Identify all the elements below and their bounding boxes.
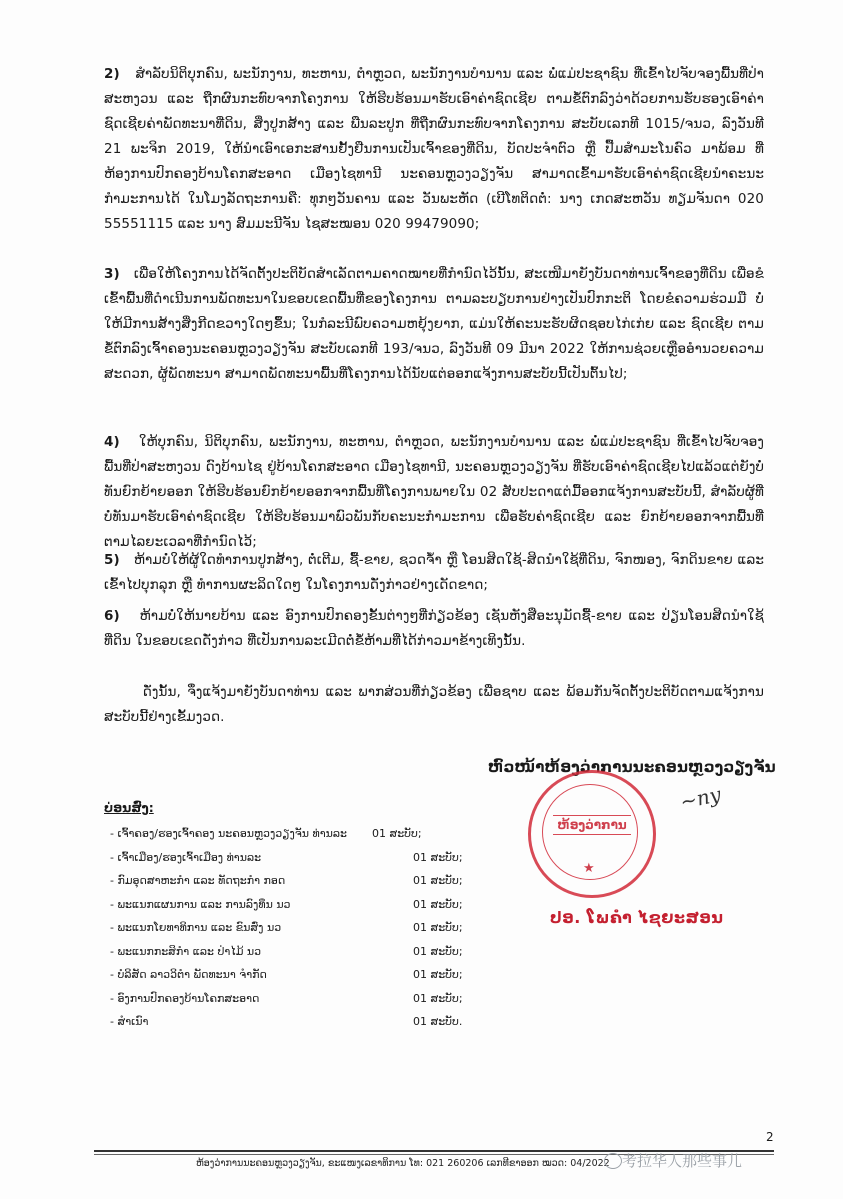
cc-quantity: 01 ສະບັບ; [372, 827, 422, 840]
list-item [110, 1015, 490, 1039]
list-item [110, 992, 490, 1016]
cc-quantity: 01 ສະບັບ; [413, 921, 463, 934]
paragraph-text: ຫ້າມບໍ່ໃຫ້ນາຍບ້ານ ແລະ ອົງການປົກຄອງຂັ້ນຕ່າງໆທີ່ກ່ຽວຂ້ອງ ເຊັນຫັງສືອະນຸມັດຊື້-ຂາຍ ແລະ ປ່ຽນໂອນສິດນຳໃຊ້ທີ່ດິນ ໃນຂອບເຂດດັ່ງກ່າວ ທີ່ເປັນການລະເມີດຕໍ່ຂໍ້ຫ້າມທີ່ໄດ້ກ່າວມາຂ້າງເທິງນັ້ນ. [104, 608, 764, 649]
watermark-text: 考拉华人那些事儿 [622, 1152, 743, 1170]
cc-quantity: 01 ສະບັບ; [413, 968, 463, 981]
cc-quantity: 01 ສະບັບ; [413, 897, 463, 911]
paragraph-text: ໃຫ້ບຸກຄົນ, ນິຕິບຸກຄົນ, ພະນັກງານ, ທະຫານ, ຕຳຫຼວດ, ພະນັກງານບຳນານ ແລະ ພໍ່ແມ່ປະຊາຊົນ ທີ່ເຂົ້າໄປຈັບຈອງພື້ນທີ່ປ່າສະຫງວນ ດົງບ້ານໄຊ ຢູ່ບ້ານໂຄກສະອາດ ເມືອງໄຊທານີ, ນະຄອນຫຼວງວຽງຈັນ ທີ່ຮັບເອົາຄ່າຊົດເຊີຍໄປແລ້ວແຕ່ຍັງບໍ່ທັນຍົກຍ້າຍອອກ ໃຫ້ຮີບຮ້ອນຍົກຍ້າຍອອກຈາກພື້ນທີ່ໂຄງການພາຍໃນ 02 ສັບປະດາແຕ່ມື້ອອກແຈ້ງການສະບັບນີ້, ສຳລັບຜູ້ທີ່ບໍ່ທັນມາຮັບເອົາຄ່າຊົດເຊີຍ ໃຫ້ຮີບຮ້ອນມາພົວພັນກັບຄະນະກຳມະການ ເພື່ອຮັບຄ່າຊົດເຊີຍ ແລະ ຍົກຍ້າຍອອກຈາກພື້ນທີ່ ຕາມໄລຍະເວລາທີ່ກຳນົດໄວ້; [104, 434, 764, 550]
cc-recipient: - ເຈົ້າຄອງ/ຮອງເຈົ້າຄອງ ນະຄອນຫຼວງວຽງຈັນ ທ່ານລະ [110, 827, 347, 840]
signer-name: ປອ. ໂພຄຳ ໄຊຍະສອນ [550, 908, 724, 927]
wechat-icon [604, 1153, 622, 1169]
footer-text: ຫ້ອງວ່າການນະຄອນຫຼວງວຽງຈັນ, ຂະແໜງເລຂາທິການ ໂທ: 021 260206 ເລກທີຂາອອກ ໝວດ: 04/2022 [196, 1158, 610, 1169]
cc-list [110, 827, 490, 1039]
paragraph-2 [104, 62, 764, 237]
paragraph-number: 6) [104, 608, 120, 624]
list-item [110, 921, 490, 945]
cc-quantity: 01 ສະບັບ; [413, 944, 463, 958]
cc-quantity: 01 ສະບັບ. [413, 1015, 463, 1028]
signer-title: ຫົວໜ້າຫ້ອງວ່າການນະຄອນຫຼວງວຽງຈັນ [488, 758, 776, 776]
paragraph-number: 4) [104, 434, 120, 450]
cc-recipient: - ບໍລິສັດ ລາວວິຕຳ ພັດທະນາ ຈຳກັດ [110, 968, 267, 981]
closing-paragraph [104, 680, 764, 730]
cc-quantity: 01 ສະບັບ; [413, 991, 463, 1005]
list-item [110, 851, 490, 875]
cc-recipient: - ພະແນກກະສິກຳ ແລະ ປ່າໄມ້ ນວ [110, 944, 262, 958]
list-item [110, 827, 490, 851]
paragraph-text: ສຳລັບນິຕິບຸກຄົນ, ພະນັກງານ, ທະຫານ, ຕຳຫຼວດ, ພະນັກງານບຳນານ ແລະ ພໍ່ແມ່ປະຊາຊົນ ທີ່ເຂົ້າໄປຈັບຈອງພື້ນທີ່ປ່າສະຫງວນ ແລະ ຖືກຜົນກະທົບຈາກໂຄງການ ໃຫ້ຮີບຮ້ອນມາຮັບເອົາຄ່າຊົດເຊີຍ ຕາມຂໍ້ຕົກລົງວ່າດ້ວຍການຮັບຮອງເອົາຄ່າຊົດເຊີຍຄ່າພັດທະນາທີ່ດິນ, ສິ່ງປູກສ້າງ ແລະ ພືນລະປູກ ທີ່ຖືກຜົນກະທົບຈາກໂຄງການ ສະບັບເລກທີ 1015/ຈນວ, ລົງວັນທີ 21 ພະຈິກ 2019, ໃຫ້ນຳເອົາເອກະສານຢັ້ງຢືນການເປັນເຈົ້າຂອງທີ່ດິນ, ບັດປະຈຳຕົວ ຫຼື ປື້ມສຳມະໂນຄົວ ມາພ້ອມ ທີ່ຫ້ອງການປົກຄອງບ້ານໂຄກສະອາດ ເມືອງໄຊທານີ ນະຄອນຫຼວງວຽງຈັນ ສາມາດເຂົ້າມາຮັບເອົາຄ່າຊົດເຊີຍນຳຄະນະກຳມະການໄດ້ ໃນໂມງລັດຖະການຄື: ທຸກໆວັນຄານ ແລະ ວັນພະຫັດ (ເບີໂທຕິດຕໍ່: ນາງ ເກດສະຫວັນ ທຽມຈັນດາ 020 55551115 ແລະ ນາງ ສົມມະນີຈັນ ໄຊສະໝອນ 020 99479090; [104, 66, 764, 232]
paragraph-text: ຫ້າມບໍ່ໃຫ້ຜູ້ໃດທຳການປູກສ້າງ, ຕໍ່ເຕີມ, ຊື້-ຂາຍ, ຊວດຈ້ຳ ຫຼື ໂອນສິດໃຊ້-ສິດນຳໃຊ້ທີ່ດິນ, ຈົກໜອງ, ຈົກດິນຂາຍ ແລະ ເຂົ້າໄປບຸກລຸກ ຫຼື ທຳການຜະລິດໃດໆ ໃນໂຄງການດັ່ງກ່າວຢ່າງເດັດຂາດ; [104, 552, 764, 593]
cc-recipient: - ເຈົ້າເມືອງ/ຮອງເຈົ້າເມືອງ ທ່ານລະ [110, 850, 262, 864]
seal-text: ຫ້ອງວ່າການ [553, 815, 631, 835]
cc-recipient: - ສຳເນົາ [110, 1015, 149, 1028]
cc-recipient: - ພະແນກແຜນການ ແລະ ການລົງທຶນ ນວ [110, 897, 291, 911]
closing-text: ດັ່ງນັ້ນ, ຈຶ່ງແຈ້ງມາຍັງບັນດາທ່ານ ແລະ ພາກສ່ວນທີ່ກ່ຽວຂ້ອງ ເພື່ອຊາບ ແລະ ພ້ອມກັນຈັດຕັ້ງປະຕິບັດຕາມແຈ້ງການສະບັບນີ້ຢ່າງເຂັ້ມງວດ. [104, 684, 764, 725]
cc-quantity: 01 ສະບັບ; [413, 874, 463, 887]
page-number: 2 [766, 1130, 774, 1144]
list-item [110, 945, 490, 969]
official-seal [528, 770, 656, 898]
list-item [110, 968, 490, 992]
paragraph-3 [104, 262, 764, 387]
list-item [110, 898, 490, 922]
handwritten-signature: ~ny [677, 782, 723, 814]
paragraph-number: 5) [104, 552, 120, 568]
cc-recipient: - ພະແນກໂຍທາທິການ ແລະ ຂົນສົ່ງ ນວ [110, 921, 282, 934]
paragraph-text: ເພື່ອໃຫ້ໂຄງການໄດ້ຈັດຕັ້ງປະຕິບັດສຳເລັດຕາມຄາດໝາຍທີ່ກຳນົດໄວ້ນັ້ນ, ສະເໜີມາຍັງບັນດາທ່ານເຈົ້າຂອງທີ່ດິນ ເພື່ອຂໍເຂົ້າພື້ນທີ່ດຳເນີນການພັດທະນາໃນຂອບເຂດພື້ນທີ່ຂອງໂຄງການ ຕາມລະບຽບການຢ່າງເປັນປົກກະຕິ ໂດຍຂໍຄວາມຮ່ວມມື ບໍ່ໃຫ້ມີການສ້າງສິ່ງກີດຂວາງໃດໆຂຶ້ນ; ໃນກໍລະນີພົບຄວາມຫຍຸ້ງຍາກ, ແມ່ນໃຫ້ຄະນະຮັບຜິດຊອບໄກ່ເກ່ຍ ແລະ ຊົດເຊີຍ ຕາມຂໍ້ຕົກລົງເຈົ້າຄອງນະຄອນຫຼວງວຽງຈັນ ສະບັບເລກທີ 193/ຈນວ, ລົງວັນທີ 09 ມີນາ 2022 ໃຫ້ການຊ່ວຍເຫຼືອອຳນວຍຄວາມສະດວກ, ຜູ້ພັດທະນາ ສາມາດພັດທະນາພື້ນທີ່ໂຄງການໄດ້ນັບແຕ່ອອກແຈ້ງການສະບັບນີ້ເປັນຕົ້ນໄປ; [104, 266, 764, 382]
star-icon: ★ [583, 861, 595, 876]
cc-recipient: - ກົມອຸດສາຫະກຳ ແລະ ທັດຖະກຳ ກອດ [110, 874, 286, 887]
list-item [110, 874, 490, 898]
cc-title: ບ່ອນສົ່ງ: [104, 800, 154, 815]
paragraph-4 [104, 430, 764, 555]
cc-recipient: - ອົງການປົກຄອງບ້ານໂຄກສະອາດ [110, 991, 260, 1005]
paragraph-number: 3) [104, 266, 120, 282]
cc-quantity: 01 ສະບັບ; [413, 850, 463, 864]
paragraph-6 [104, 604, 764, 654]
paragraph-5 [104, 548, 764, 598]
paragraph-number: 2) [104, 66, 120, 82]
